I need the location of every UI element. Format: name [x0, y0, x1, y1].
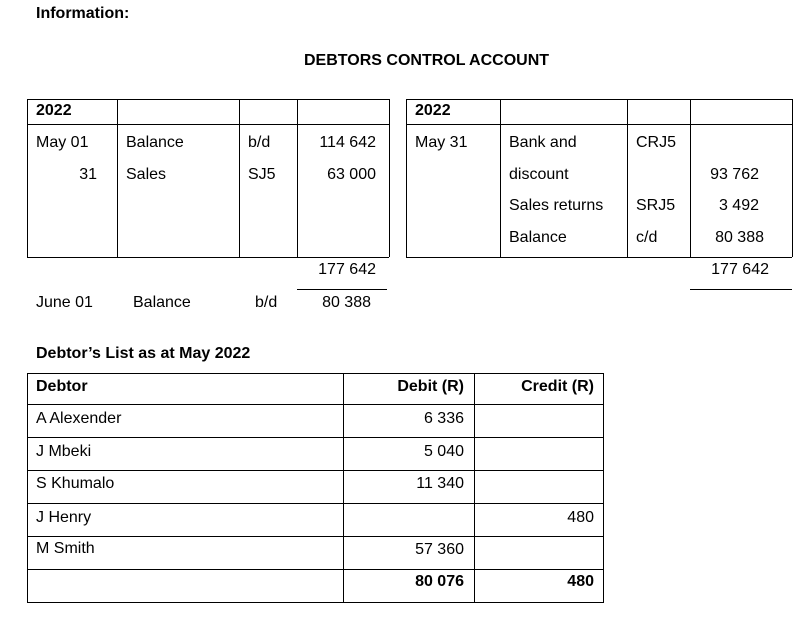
- debtor-debit: 11 340: [416, 475, 464, 492]
- debit-details: Sales: [126, 166, 167, 183]
- credit-details: Bank and: [509, 134, 577, 151]
- credit-details: Sales returns: [509, 197, 604, 214]
- balance-details: Balance: [133, 294, 191, 311]
- debtor-name: M Smith: [36, 540, 95, 557]
- debit-total: 177 642: [318, 261, 376, 278]
- credit-details: Balance: [509, 229, 567, 246]
- credit-folio: CRJ5: [636, 134, 677, 151]
- credit-amount: 93 762: [710, 166, 759, 183]
- balance-date: June 01: [36, 294, 93, 311]
- debtor-name: J Mbeki: [36, 443, 92, 460]
- debit-date: 31: [79, 166, 97, 183]
- credit-amount: 3 492: [718, 197, 759, 214]
- total-credit: 480: [567, 573, 594, 590]
- balance-amount: 80 388: [322, 294, 371, 311]
- debtor-name: J Henry: [36, 509, 92, 526]
- debtor-debit: 5 040: [423, 443, 464, 460]
- column-header-debit: Debit (R): [397, 378, 464, 395]
- debtor-debit: 57 360: [415, 541, 464, 558]
- credit-total: 177 642: [711, 261, 769, 278]
- column-header-debtor: Debtor: [36, 378, 88, 395]
- credit-folio: SRJ5: [636, 197, 676, 214]
- page-heading: Information:: [36, 5, 130, 22]
- credit-folio: c/d: [636, 229, 658, 246]
- credit-date: May 31: [415, 134, 468, 151]
- balance-folio: b/d: [255, 294, 278, 311]
- debit-amount: 63 000: [327, 166, 376, 183]
- credit-details: discount: [509, 166, 569, 183]
- debit-folio: b/d: [248, 134, 271, 151]
- account-title: DEBTORS CONTROL ACCOUNT: [304, 52, 550, 69]
- debit-date: May 01: [36, 134, 89, 151]
- debtors-list-title: Debtor’s List as at May 2022: [36, 345, 251, 362]
- debtor-debit: 6 336: [423, 410, 464, 427]
- debit-details: Balance: [126, 134, 184, 151]
- debit-amount: 114 642: [319, 134, 376, 151]
- debtor-name: S Khumalo: [36, 475, 115, 492]
- credit-year: 2022: [415, 102, 451, 119]
- debtor-name: A Alexender: [36, 410, 122, 427]
- debit-folio: SJ5: [248, 166, 276, 183]
- total-debit: 80 076: [415, 573, 464, 590]
- debtor-credit: 480: [567, 509, 594, 526]
- credit-amount: 80 388: [715, 229, 764, 246]
- debit-year: 2022: [36, 102, 72, 119]
- column-header-credit: Credit (R): [521, 378, 594, 395]
